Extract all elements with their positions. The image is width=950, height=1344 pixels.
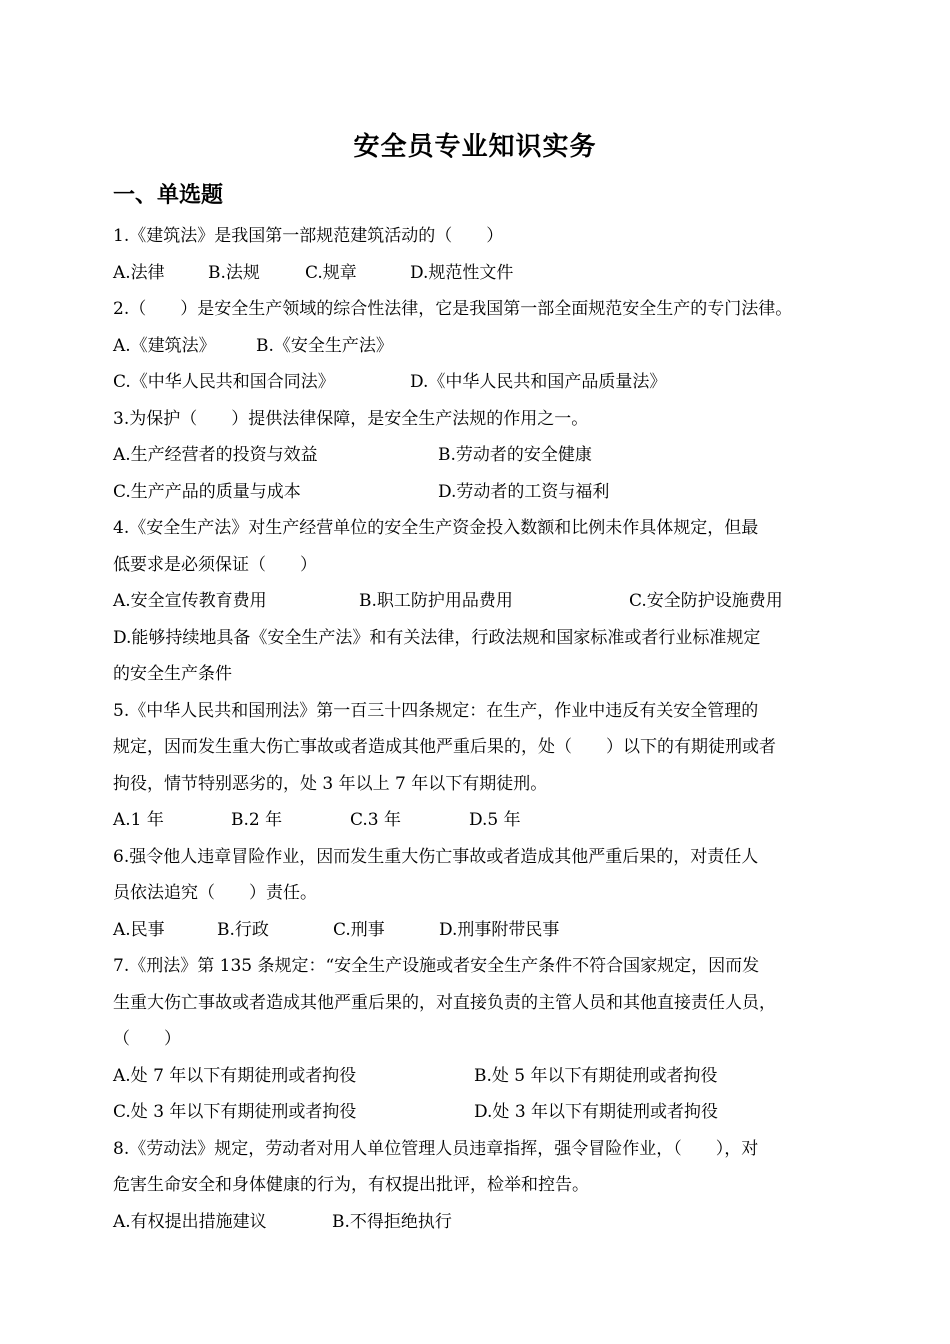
option-a: A.处 7 年以下有期徒刑或者拘役 <box>113 1065 357 1086</box>
question-list <box>113 218 853 1240</box>
option-b: B.处 5 年以下有期徒刑或者拘役 <box>474 1065 718 1086</box>
question-5-options <box>113 802 853 839</box>
section-heading: 一、单选题 <box>113 183 224 208</box>
question-4-options-row1 <box>113 583 853 620</box>
question-1-options <box>113 255 853 292</box>
question-4-stem-line1: 4.《安全生产法》对生产经营单位的安全生产资金投入数额和比例未作具体规定，但最 <box>113 518 759 538</box>
option-d: D.规范性文件 <box>410 262 514 283</box>
question-2-stem: 2.（ ）是安全生产领域的综合性法律，它是我国第一部全面规范安全生产的专门法律。 <box>113 299 793 319</box>
question-5-stem-line1: 5.《中华人民共和国刑法》第一百三十四条规定：在生产，作业中违反有关安全管理的 <box>113 700 759 721</box>
option-c: C.规章 <box>305 262 357 283</box>
question-1-stem: 1.《建筑法》是我国第一部规范建筑活动的（ ） <box>113 226 504 246</box>
question-5-stem-line2: 规定，因而发生重大伤亡事故或者造成其他严重后果的，处（ ）以下的有期徒刑或者 <box>113 737 776 757</box>
question-7-options-row2 <box>113 1094 853 1131</box>
option-a: A.法律 <box>113 262 165 283</box>
option-c: C.安全防护设施费用 <box>629 591 783 611</box>
option-c: C.处 3 年以下有期徒刑或者拘役 <box>113 1102 357 1122</box>
question-7-stem-line1: 7.《刑法》第 135 条规定：“安全生产设施或者安全生产条件不符合国家规定，因而发 <box>113 956 760 976</box>
option-a: A.有权提出措施建议 <box>113 1211 267 1232</box>
question-8-stem-line1: 8.《劳动法》规定，劳动者对用人单位管理人员违章指挥，强令冒险作业，（ ），对 <box>113 1138 759 1159</box>
option-c: C.刑事 <box>333 919 385 940</box>
question-3-options-row2 <box>113 474 853 511</box>
question-2-options-row2 <box>113 364 853 401</box>
option-b: B.2 年 <box>231 810 283 830</box>
option-a: A.《建筑法》 <box>113 335 216 356</box>
question-6-stem-line1: 6.强令他人违章冒险作业，因而发生重大伤亡事故或者造成其他严重后果的，对责任人 <box>113 846 759 867</box>
question-7-options-row1 <box>113 1058 853 1095</box>
option-d: D.《中华人民共和国产品质量法》 <box>410 372 667 392</box>
document-title: 安全员专业知识实务 <box>353 132 597 162</box>
question-6-stem-line2: 员依法追究（ ）责任。 <box>113 883 317 903</box>
question-3-stem: 3.为保护（ ）提供法律保障，是安全生产法规的作用之一。 <box>113 408 589 429</box>
question-7-stem-line2: 生重大伤亡事故或者造成其他严重后果的，对直接负责的主管人员和其他直接责任人员， <box>113 992 776 1013</box>
option-d: D.5 年 <box>469 810 521 830</box>
option-a: A.民事 <box>113 919 165 940</box>
question-4-stem-line2: 低要求是必须保证（ ） <box>113 554 317 575</box>
question-8-options <box>113 1204 853 1241</box>
option-b: B.劳动者的安全健康 <box>438 445 592 465</box>
option-c: C.生产产品的质量与成本 <box>113 481 301 502</box>
option-b: B.法规 <box>208 262 260 283</box>
question-7-stem-line3: （ ） <box>113 1029 181 1049</box>
option-b: B.职工防护用品费用 <box>359 591 513 611</box>
option-c: C.3 年 <box>350 810 402 830</box>
option-d: D.劳动者的工资与福利 <box>438 481 610 502</box>
question-4-option-d-line2: 的安全生产条件 <box>113 664 232 684</box>
option-c: C.《中华人民共和国合同法》 <box>113 372 335 392</box>
question-3-options-row1 <box>113 437 853 474</box>
question-4-option-d-line1: D.能够持续地具备《安全生产法》和有关法律，行政法规和国家标准或者行业标准规定 <box>113 627 761 648</box>
option-a: A.1 年 <box>113 810 164 830</box>
option-d: D.刑事附带民事 <box>439 919 560 940</box>
option-a: A.安全宣传教育费用 <box>113 591 267 611</box>
option-b: B.不得拒绝执行 <box>332 1211 452 1232</box>
question-6-options <box>113 912 853 949</box>
option-d: D.处 3 年以下有期徒刑或者拘役 <box>474 1102 719 1122</box>
option-a: A.生产经营者的投资与效益 <box>113 445 318 465</box>
option-b: B.行政 <box>217 919 269 940</box>
question-5-stem-line3: 拘役，情节特别恶劣的，处 3 年以上 7 年以下有期徒刑。 <box>113 773 548 794</box>
option-b: B.《安全生产法》 <box>256 335 393 356</box>
question-8-stem-line2: 危害生命安全和身体健康的行为，有权提出批评，检举和控告。 <box>113 1175 589 1195</box>
question-2-options-row1 <box>113 328 853 365</box>
